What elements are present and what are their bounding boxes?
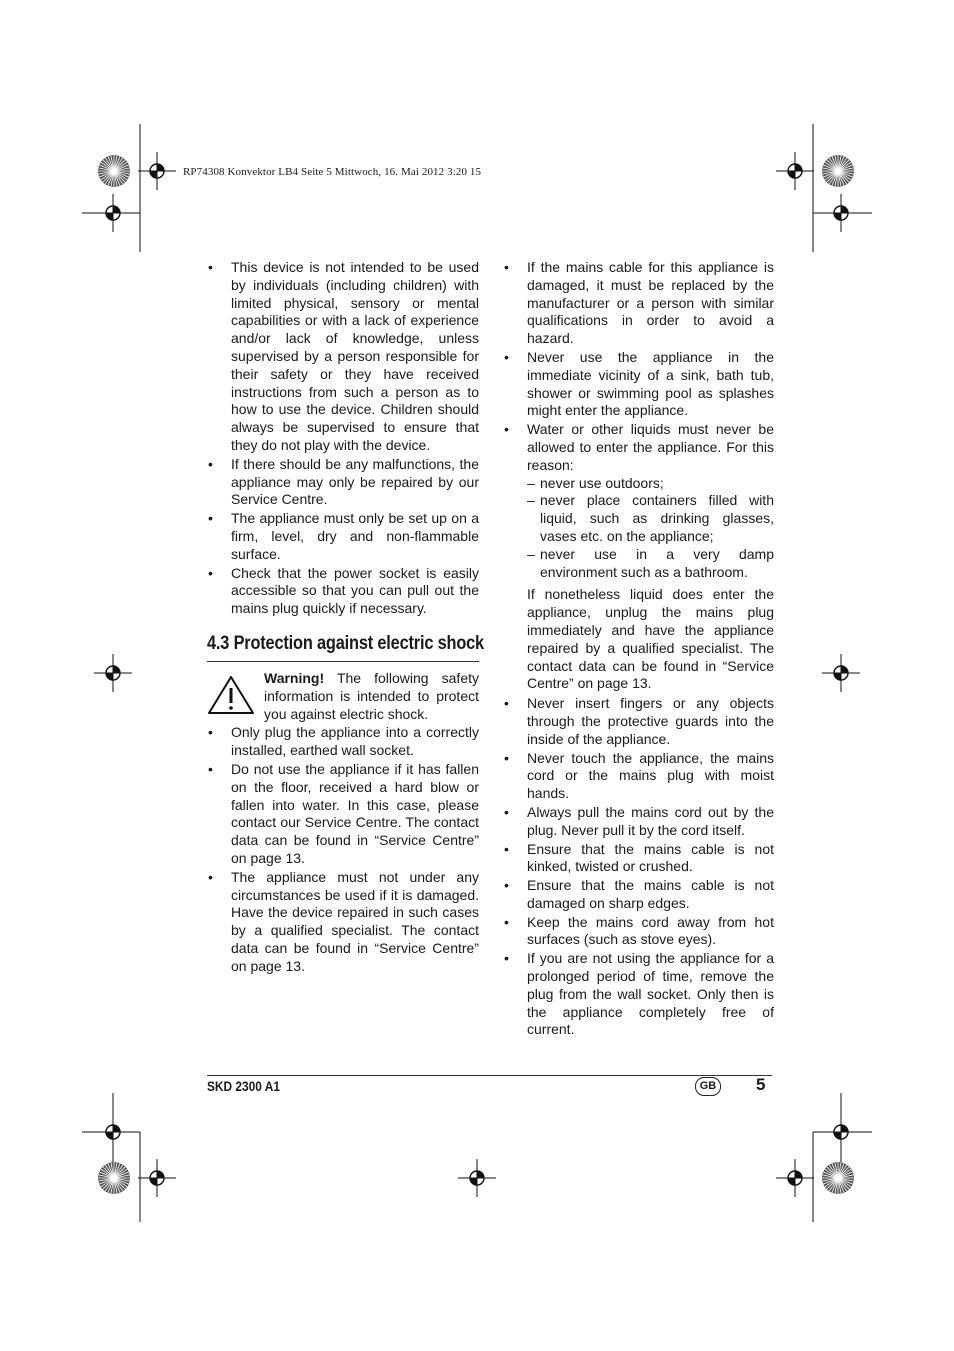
list-item: • Do not use the appliance if it has fallen on the floor, received a hard blow or fallen into water. In this case, please contact our Service Centre. The contact data can be found in “Service Centre” on page 13. <box>207 761 479 868</box>
list-item: • Ensure that the mains cable is not kinked, twisted or crushed. <box>503 841 774 877</box>
dash-item: – never use in a very damp environment such as a bathroom. <box>527 546 774 582</box>
list-item: • Never touch the appliance, the mains cord or the mains plug with moist hands. <box>503 750 774 803</box>
liquid-paragraph: If nonetheless liquid does enter the appliance, unplug the mains plug immediately and have the appliance repaired by a qualified specialist. The contact data can be found in “Service Centre” on page 13. <box>527 586 774 692</box>
warning-body: The following safety information is intended to protect you against electric shock. <box>264 669 479 722</box>
warning-label: Warning! <box>264 669 325 686</box>
dash-list <box>527 475 774 582</box>
list-item: • This device is not intended to be used by individuals (including children) with limited physical, sensory or mental capabilities or with a lack of experience and/or lack of knowledge, unless supervised by a person responsible for their safety or they have received instructions from such a person as to how to use the device. Children should always be supervised to ensure that they do not play with the device. <box>207 259 479 455</box>
safety-list-top <box>207 259 479 618</box>
list-item-water <box>503 421 774 581</box>
list-item: • If there should be any malfunctions, the appliance may only be repaired by our Service Centre. <box>207 456 479 509</box>
warning-block <box>207 670 479 723</box>
print-header: RP74308 Konvektor LB4 Seite 5 Mittwoch, 16. Mai 2012 3:20 15 <box>183 166 482 178</box>
list-item: • If the mains cable for this appliance is damaged, it must be replaced by the manufacturer or a person with similar qualifications in order to avoid a hazard. <box>503 259 774 348</box>
section-divider <box>207 661 479 662</box>
right-column <box>503 259 774 1040</box>
list-item: • If you are not using the appliance for a prolonged period of time, remove the plug from the wall socket. Only then is the appliance completely free of current. <box>503 950 774 1039</box>
country-badge: GB <box>695 1077 721 1096</box>
list-item: • Never insert fingers or any objects through the protective guards into the inside of the appliance. <box>503 695 774 748</box>
footer-model: SKD 2300 A1 <box>207 1078 280 1094</box>
dash-item: – never use outdoors; <box>527 475 774 493</box>
safety-list-b <box>503 695 774 1039</box>
footer-divider <box>207 1075 772 1076</box>
list-item: • Always pull the mains cord out by the plug. Never pull it by the cord itself. <box>503 804 774 840</box>
page-number: 5 <box>756 1075 766 1094</box>
list-item: • Ensure that the mains cable is not damaged on sharp edges. <box>503 877 774 913</box>
list-item: • Never use the appliance in the immediate vicinity of a sink, bath tub, shower or swimming pool as splashes might enter the appliance. <box>503 349 774 420</box>
left-column <box>207 259 484 976</box>
water-bullet-text: Water or other liquids must never be allowed to enter the appliance. For this reason: <box>527 421 774 473</box>
list-item: • Only plug the appliance into a correctly installed, earthed wall socket. <box>207 724 479 760</box>
safety-list-a <box>503 259 774 581</box>
list-item: • The appliance must not under any circumstances be used if it is damaged. Have the device repaired in such cases by a qualified specialist. The contact data can be found in “Service Centre” on page 13. <box>207 869 479 976</box>
safety-list-shock <box>207 724 479 975</box>
warning-text <box>264 670 479 723</box>
section-title: 4.3 Protection against electric shock <box>207 632 484 654</box>
warning-triangle-icon <box>207 670 264 720</box>
list-item: • The appliance must only be set up on a firm, level, dry and non-flammable surface. <box>207 510 479 563</box>
list-item: • Check that the power socket is easily accessible so that you can pull out the mains plug quickly if necessary. <box>207 565 479 618</box>
list-item: • Keep the mains cord away from hot surfaces (such as stove eyes). <box>503 914 774 950</box>
dash-item: – never place containers filled with liquid, such as drinking glasses, vases etc. on the appliance; <box>527 492 774 545</box>
